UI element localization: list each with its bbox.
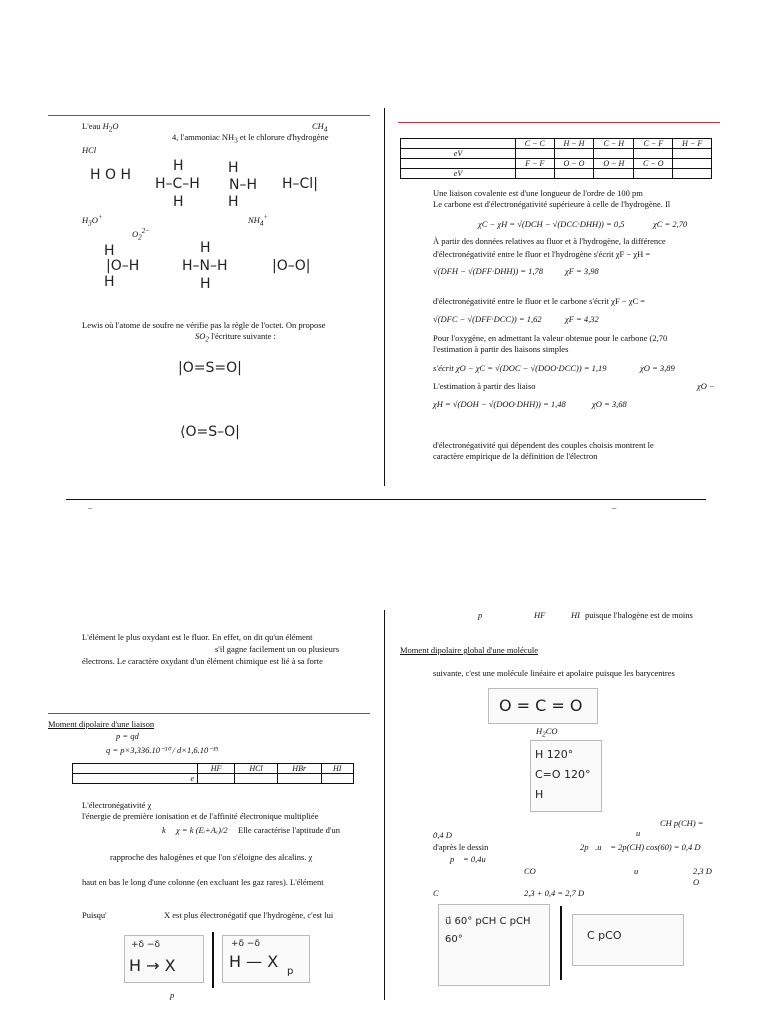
subscript: 2 [542,730,546,739]
vector-p: p⃗ [170,990,181,1000]
formula: H [82,214,89,225]
table-cell [277,774,321,784]
vector-u: u⃗ [634,866,645,876]
formula: C [433,888,439,898]
section-rule [398,122,720,123]
equation-result: χF = 3,98 [565,266,599,276]
column-divider [384,108,385,486]
section-heading: Moment dipolaire d'une liaison [48,719,155,729]
column-divider [384,610,385,1000]
o2-formula [132,226,150,244]
paragraph: suivante, c'est une molécule linéaire et apolaire puisque les barycentres [433,668,675,678]
formula: O [132,228,139,239]
lewis-nh4-top: H [200,240,211,256]
water-line [82,121,118,136]
lewis-water: H O H [90,167,131,183]
table-cell: HF [198,764,235,774]
paragraph: d'après le dessin [433,842,489,852]
h3o-formula [82,212,103,230]
formula: O [693,877,700,887]
equation: k [162,825,166,835]
h2co-structure: H 120° C=O 120° H [535,748,591,801]
superscript: + [97,213,103,221]
dipole-vector-label: p [287,966,294,977]
table-cell: eV [401,149,516,159]
paragraph: Le carbone est d'électronégativité supérieure à celle de l'hydrogène. Il [433,199,671,209]
paragraph: L'estimation à partir des liaiso [433,381,536,391]
lewis-h3o-bottom: H [104,274,115,290]
divider-mark: – [88,502,93,512]
text: l'écriture suivante : [208,331,276,341]
equation-result: χF = 4,32 [565,314,599,324]
equation-result: χC = 2,70 [653,219,688,229]
formula: O [112,121,119,131]
dipole-table [72,763,354,784]
section-heading: Moment dipolaire global d'une molécule [400,645,538,655]
co-dipole-diagram: C pCO [587,929,622,942]
paragraph: d'électronégativité qui dépendent des couples choisis montrent le [433,440,654,450]
formula: O [91,214,98,225]
paragraph: d'électronégativité entre le fluor et l'hydrogène s'écrit χF − χH = [433,249,651,259]
equation: p⃗ = 0,4u⃗ [450,854,493,864]
ammonia-line [172,132,329,147]
paragraph: À partir des données relatives au fluor et à l'hydrogène, la différence [433,236,666,246]
equation: √(DFC − √(DFF·DCC)) = 1,62 [433,314,542,324]
subscript: 4 [323,125,328,134]
equation: χO − [697,381,715,391]
section-rule [48,115,370,116]
table-cell [673,149,712,159]
table-cell [198,774,235,784]
equation: p = qd [116,731,139,741]
table-cell [554,169,594,179]
formula: CO [545,726,558,736]
table-row [401,149,712,159]
formula: p [478,610,483,620]
equation: 0,4 D [433,830,452,840]
lewis-peroxide: |O–O| [272,258,311,274]
paragraph: L'électronégativité χ [82,800,152,810]
table-row [73,764,354,774]
nh4-formula [248,212,268,230]
lewis-ammonia-bottom: H [228,194,239,210]
h2co-formula [536,726,558,741]
equation: χ = k (Eᵢ+Aₑ)/2 [176,825,228,835]
table-cell: eV [401,169,516,179]
equation: CH p(CH) = [660,818,704,828]
figure-separator [560,906,562,980]
lewis-methane: H–C–H [155,176,200,192]
paragraph: rapproche des halogènes et que l'on s'éloigne des alcalins. χ [110,852,313,862]
table-cell [673,159,712,169]
paragraph: caractère empirique de la définition de l'électron [433,451,598,461]
table-row [401,169,712,179]
text: L'eau [82,121,103,131]
lewis-methane-bottom: H [173,194,184,210]
table-cell: HBr [277,764,321,774]
figure-separator [212,932,214,988]
paragraph: s'il gagne facilement un ou plusieurs [215,644,340,654]
table-cell: C − H [594,139,634,149]
paragraph: X est plus électronégatif que l'hydrogène, c'est lui [164,910,334,920]
formula: H [536,726,543,736]
paragraph: Pour l'oxygène, en admettant la valeur obtenue pour le carbone (2,70 [433,333,668,343]
formula: HI [571,610,580,620]
table-cell: HCl [235,764,278,774]
table-cell [594,149,634,159]
paragraph: L'élément le plus oxydant est le fluor. En effet, on dit qu'un élément [82,632,313,642]
equation: χH = √(DOH − √(DOO·DHH)) = 1,48 [433,399,566,409]
equation: χC − χH = √(DCH − √(DCC·DHH)) = 0,5 [478,219,625,229]
subscript: 4 [259,219,264,228]
table-row [73,774,354,784]
paragraph: d'électronégativité entre le fluor et le carbone s'écrit χF − χC = [433,296,646,306]
paragraph: électrons. Le caractère oxydant d'un élément chimique est lié à sa forte [82,656,323,666]
equation: √(DFH − √(DFF·DHH)) = 1,78 [433,266,544,276]
formula: HF [534,610,546,620]
text: 4, l'ammoniac NH [172,132,235,142]
lewis-ammonia-top: H [228,160,239,176]
paragraph: l'estimation à partir des liaisons simples [433,344,569,354]
table-cell: e [73,774,198,784]
h2co-figure [530,740,602,812]
hcl-formula: HCl [82,145,97,155]
paragraph: Une liaison covalente est d'une longueur de l'ordre de 100 pm [433,188,643,198]
text: et le chlorure d'hydrogène [237,132,329,142]
partial-charges: +δ −δ [131,940,160,950]
paragraph: l'énergie de première ionisation et de l'affinité électronique multipliée [82,811,319,821]
table-cell [594,169,634,179]
superscript: 2− [141,227,151,235]
table-cell [516,169,555,179]
paragraph: haut en bas le long d'une colonne (en excluant les gaz rares). L'élément [82,877,324,887]
vector-u: u⃗ [636,828,647,838]
table-cell: H − F [673,139,712,149]
bond-energy-table [400,138,712,179]
lewis-ammonia: N–H [229,177,257,193]
lewis-so2-a: |O=S=O| [178,360,242,376]
equation-result: χO = 3,68 [592,399,627,409]
lewis-h3o-top: H [104,243,115,259]
table-cell [235,774,278,784]
formula: CO [524,866,536,876]
superscript: + [263,213,269,221]
page-divider [66,499,706,500]
table-cell: C − F [634,139,673,149]
table-cell [401,139,516,149]
vector-sum-diagram: u⃗ 60° pCH C pCH 60° [445,916,531,945]
table-cell [321,774,353,784]
lewis-nh4: H–N–H [182,258,228,274]
divider-mark: – [612,502,617,512]
equation: 2,3 D [693,866,712,876]
paragraph: Elle caractérise l'aptitude d'un [238,825,340,835]
section-rule [48,713,370,714]
equation: 2p⃗.u⃗ = 2p(CH) cos(60) = 0,4 D [580,842,701,852]
dipole-figure-left [124,935,204,983]
co-dipole-figure [572,914,684,966]
table-cell: O − O [554,159,594,169]
lewis-so2-b: ⟨O=S–O| [180,424,240,440]
lewis-h3o: |O–H [106,258,140,274]
dipole-figure-right [222,935,310,983]
subscript: 2 [138,233,142,242]
partial-charges: +δ −δ [231,939,260,949]
paragraph: Puisqu' [82,910,107,920]
table-cell [516,149,555,159]
equation: q = p×3,336.10⁻³⁰ / d×1,6.10⁻¹⁹ [106,745,219,755]
table-cell [673,169,712,179]
table-cell: F − F [516,159,555,169]
dipole-sum-figure [438,904,550,986]
table-cell [634,169,673,179]
table-cell: H − H [554,139,594,149]
so2-text-2 [195,331,276,346]
table-cell: O − H [594,159,634,169]
table-cell [554,149,594,159]
table-cell: C − C [516,139,555,149]
table-cell [73,764,198,774]
table-row [401,139,712,149]
table-cell [401,159,516,169]
formula: NH [248,214,260,225]
table-cell: HI [321,764,353,774]
equation: 2,3 + 0,4 = 2,7 D [524,888,585,898]
formula: SO [195,331,206,341]
bond-arrow: H → X [129,956,176,975]
subscript: 2 [205,335,209,344]
subscript: 3 [234,136,238,145]
so2-text-1: Lewis où l'atome de soufre ne vérifie pas la règle de l'octet. On propose [82,320,326,330]
co2-figure [488,688,598,724]
table-row [401,159,712,169]
lewis-methane-top: H [173,158,184,174]
table-cell: C − O [634,159,673,169]
subscript: 3 [88,219,92,228]
equation: s'écrit χO − χC = √(DOC − √(DOO·DCC)) = 1,19 [433,363,607,373]
table-cell [634,149,673,159]
equation-result: χO = 3,89 [640,363,675,373]
paragraph: puisque l'halogène est de moins [585,610,693,620]
subscript: 2 [108,125,113,134]
lewis-nh4-bottom: H [200,276,211,292]
co2-structure: O = C = O [499,696,583,715]
formula: H [102,121,109,131]
lewis-hcl: H–Cl| [282,176,318,192]
bond: H — X [229,952,279,971]
formula: CH [312,121,324,131]
